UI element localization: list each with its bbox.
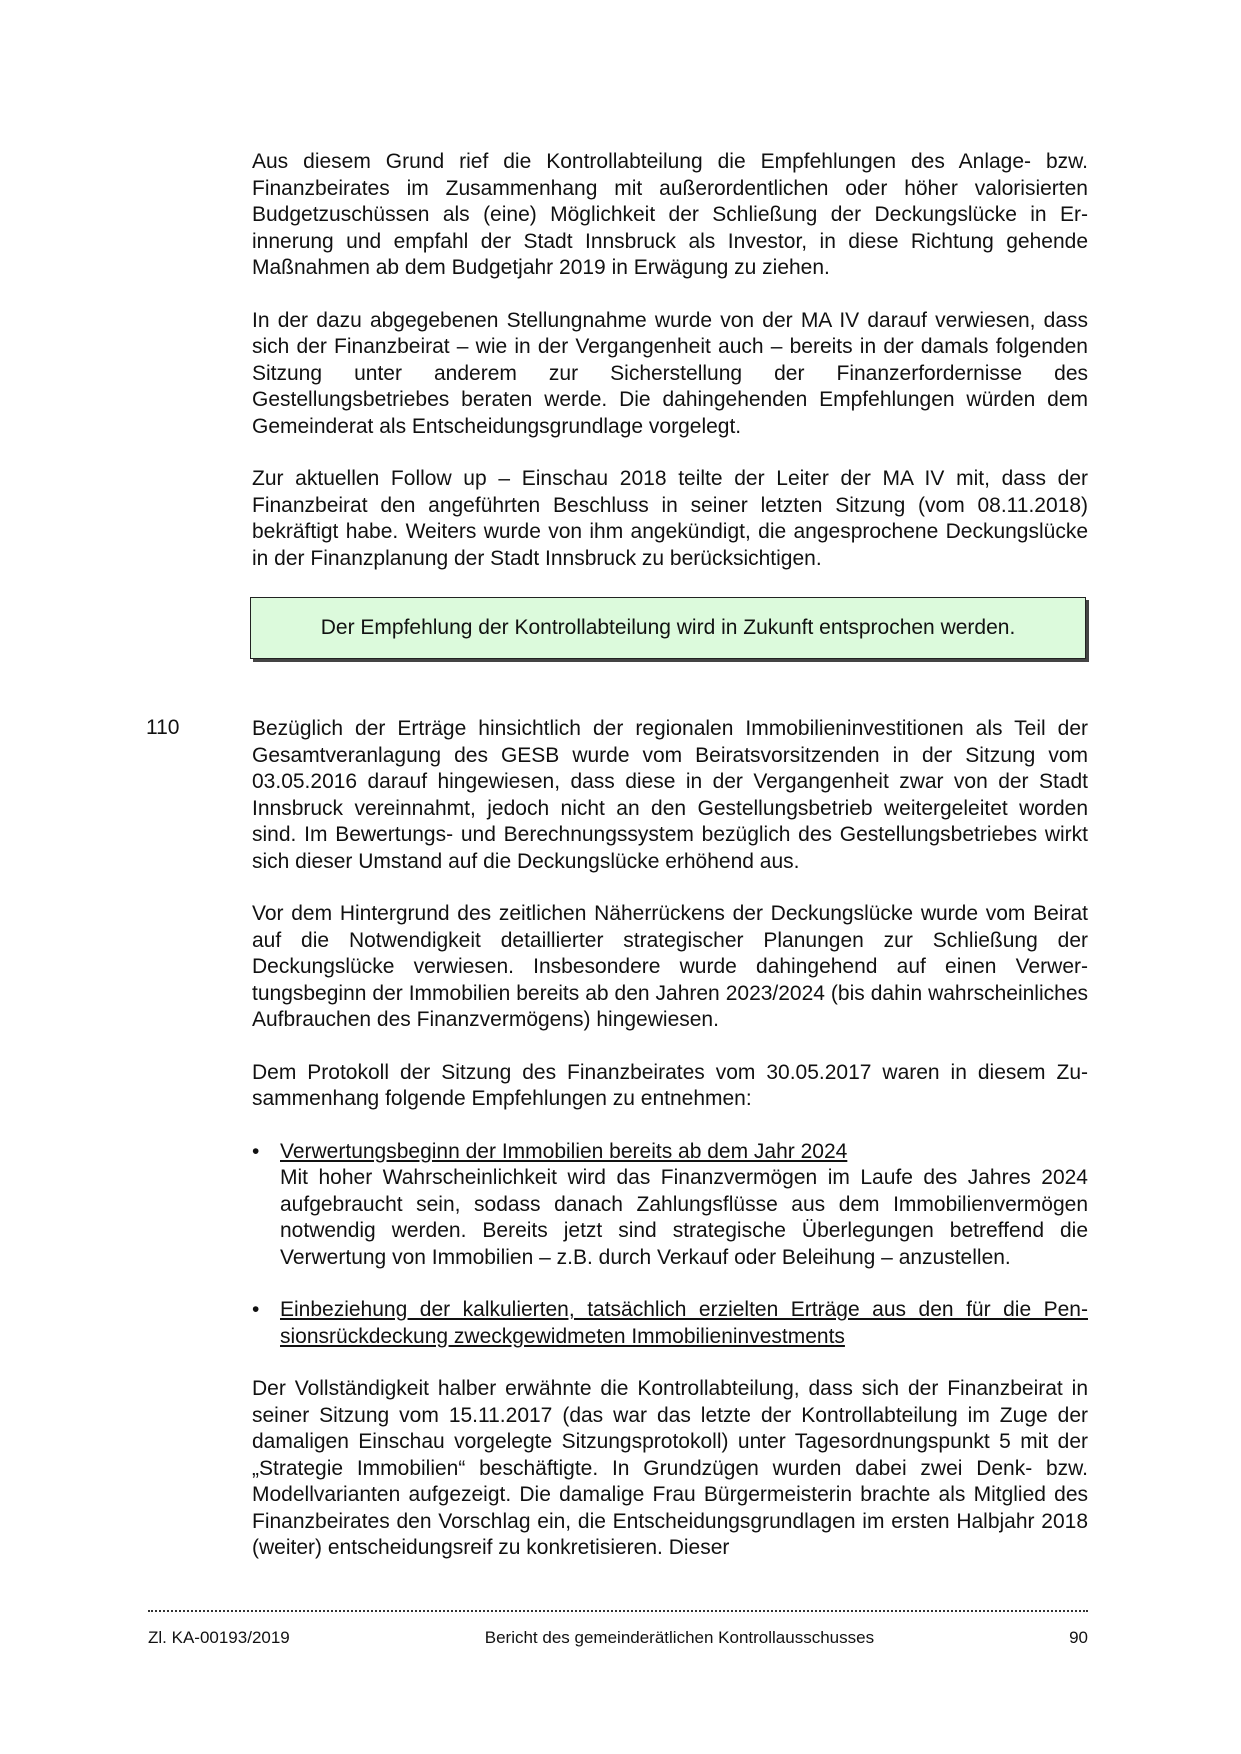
paragraph: Vor dem Hintergrund des zeitlichen Näherrückens der Deckungslücke wurde vom Beirat auf die Notwendigkeit detaillierter strategischer Planungen zur Schließung der Deckungslücke verwiesen. Insbesondere wurde dahingehend auf einen Verwertungsbeginn der Immobilien bereits ab den Jahren 2023/2024 (bis dahin wahrscheinliches Aufbrauchen des Finanzvermögens) hingewiesen.	[252, 902, 1088, 1031]
bullet-icon: •	[252, 1298, 260, 1321]
paragraph: Dem Protokoll der Sitzung des Finanzbeirates vom 30.05.2017 waren in diesem Zusammenhang folgende Empfehlungen zu entnehmen:	[252, 1060, 1088, 1110]
bullet-icon: •	[252, 1139, 260, 1163]
recommendation-title: Einbeziehung der kalkulierten, tatsächlich erzielten Erträge aus den für die Pensionsrückdeckung zweckgewidmeten Immobilieninvestments	[280, 1298, 1088, 1348]
list-item	[252, 1297, 1088, 1350]
recommendation-list	[252, 1139, 1088, 1351]
list-item	[252, 1139, 1088, 1272]
recommendation-text: Mit hoher Wahrscheinlichkeit wird das Finanzvermögen im Laufe des Jahres 2024 aufgebraucht sein, sodass danach Zahlungsflüsse aus dem Immobilienvermögen notwendig werden. Bereits jetzt sind strategische Überlegungen betreffend die Verwertung von Immobilien – z.B. durch Verkauf oder Beleihung – anzustellen.	[280, 1166, 1088, 1269]
recommendation-title: Verwertungsbeginn der Immobilien bereits ab dem Jahr 2024	[280, 1139, 848, 1163]
footer-page-number: 90	[1069, 1628, 1088, 1647]
paragraph: Der Vollständigkeit halber erwähnte die Kontrollabteilung, dass sich der Finanzbeirat in seiner Sitzung vom 15.11.2017 (das war das letzte der Kontrollabteilung im Zuge der damaligen Einschau vorgelegte Sitzungsprotokoll) unter Tagesordnungspunkt 5 mit der „Strategie Immobilien“ beschäftigte. In Grundzügen wurden dabei zwei Denk- bzw. Modellvarianten aufgezeigt. Die damalige Frau Bürgermeisterin brachte als Mitglied des Finanzbeirates den Vorschlag ein, die Entscheidungsgrundlagen im ersten Halbjahr 2018 (weiter) entscheidungsreif zu konkretisieren. Dieser	[252, 1377, 1088, 1559]
section-number: 110	[146, 716, 180, 739]
dotted-divider	[148, 1590, 1088, 1612]
section-b	[252, 716, 1088, 1562]
page-footer	[148, 1628, 1088, 1648]
highlight-box	[250, 597, 1086, 659]
paragraph: Aus diesem Grund rief die Kontrollabteilung die Empfehlungen des Anlage- bzw. Finanzbeirates im Zusammenhang mit außerordentlichen oder höher valorisierten Budgetzuschüssen als (eine) Möglichkeit der Schließung der Deckungslücke in Erinnerung und empfahl der Stadt Innsbruck als Investor, in diese Richtung gehende Maßnahmen ab dem Budgetjahr 2019 in Erwägung zu ziehen.	[252, 150, 1088, 279]
highlight-text: Der Empfehlung der Kontrollabteilung wird in Zukunft entsprochen werden.	[320, 616, 1016, 639]
section-a	[252, 149, 1088, 572]
footer-reference: Zl. KA-00193/2019	[148, 1628, 290, 1647]
footer-title: Bericht des gemeinderätlichen Kontrollausschusses	[484, 1628, 875, 1647]
paragraph: In der dazu abgegebenen Stellungnahme wurde von der MA IV darauf verwiesen, dass sich der Finanzbeirat – wie in der Vergangenheit auch – bereits in der damals folgenden Sitzung unter anderem zur Sicherstellung der Finanzerfordernisse des Gestellungsbetriebes beraten werde. Die dahingehenden Empfehlungen würden dem Gemeinderat als Entscheidungsgrundlage vorgelegt.	[252, 308, 1088, 438]
paragraph: Bezüglich der Erträge hinsichtlich der regionalen Immobilieninvestitionen als Teil der Gesamtveranlagung des GESB wurde vom Beiratsvorsitzenden in der Sitzung vom 03.05.2016 darauf hingewiesen, dass diese in der Vergangenheit zwar von der Stadt Innsbruck vereinnahmt, jedoch nicht an den Gestellungsbetrieb weitergeleitet worden sind. Im Bewertungs- und Berechnungssystem bezüglich des Gestellungsbetriebes wirkt sich dieser Umstand auf die Deckungslücke erhöhend aus.	[252, 717, 1088, 873]
paragraph: Zur aktuellen Follow up – Einschau 2018 teilte der Leiter der MA IV mit, dass der Finanzbeirat den angeführten Beschluss in seiner letzten Sitzung (vom 08.11.2018) bekräftigt habe. Weiters wurde von ihm angekündigt, die angesprochene Deckungslücke in der Finanzplanung der Stadt Innsbruck zu berücksichtigen.	[252, 467, 1088, 570]
